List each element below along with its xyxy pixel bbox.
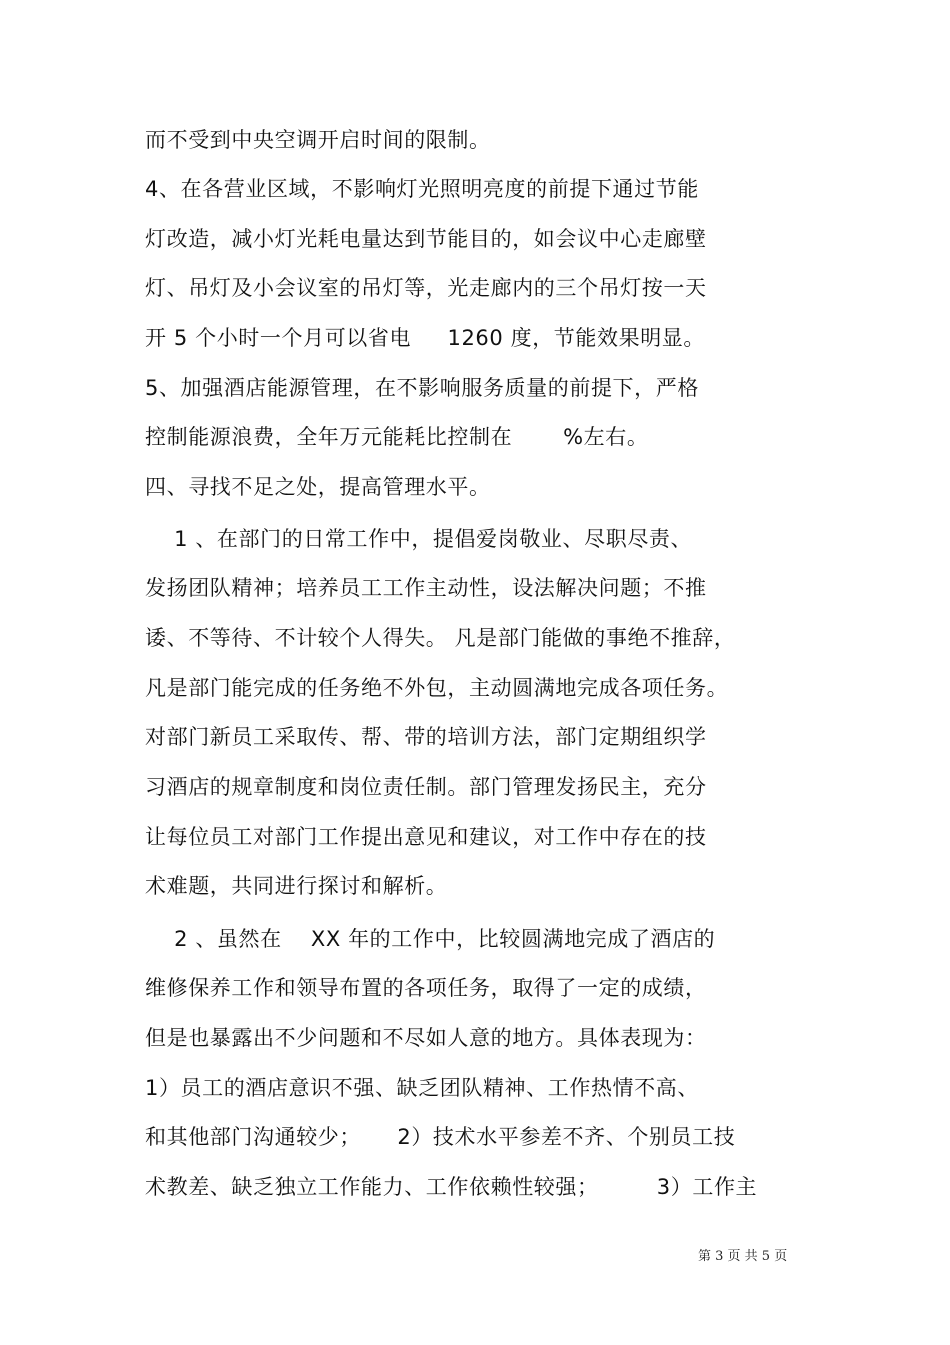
body-line: 让每位员工对部门工作提出意见和建议，对工作中存在的技	[145, 825, 707, 849]
body-line: 维修保养工作和领导布置的各项任务，取得了一定的成绩，	[145, 976, 707, 1000]
body-line: 灯改造，减小灯光耗电量达到节能目的，如会议中心走廊壁	[145, 227, 707, 251]
body-line: 凡是部门能完成的任务绝不外包，主动圆满地完成各项任务。	[145, 676, 729, 700]
body-line: 5、加强酒店能源管理，在不影响服务质量的前提下，严格	[145, 376, 699, 400]
body-line: 和其他部门沟通较少； 2）技术水平参差不齐、个别员工技	[145, 1125, 736, 1149]
page-number: 第 3 页 共 5 页	[698, 1249, 788, 1264]
section-heading: 四、寻找不足之处，提高管理水平。	[145, 475, 491, 499]
body-line: 对部门新员工采取传、帮、带的培训方法，部门定期组织学	[145, 725, 707, 749]
body-line: 灯、吊灯及小会议室的吊灯等，光走廊内的三个吊灯按一天	[145, 276, 707, 300]
body-line: 习酒店的规章制度和岗位责任制。部门管理发扬民主，充分	[145, 775, 707, 799]
body-line: 1 、在部门的日常工作中，提倡爱岗敬业、尽职尽责、	[145, 527, 693, 551]
body-line: 开 5 个小时一个月可以省电 1260 度，节能效果明显。	[145, 326, 706, 350]
body-line: 1）员工的酒店意识不强、缺乏团队精神、工作热情不高、	[145, 1076, 699, 1100]
body-line: 2 、虽然在 XX 年的工作中，比较圆满地完成了酒店的	[145, 927, 716, 951]
body-line: 控制能源浪费，全年万元能耗比控制在 %左右。	[145, 425, 649, 449]
body-line: 发扬团队精神；培养员工工作主动性，设法解决问题；不推	[145, 576, 707, 600]
body-line: 术教差、缺乏独立工作能力、工作依赖性较强； 3）工作主	[145, 1175, 758, 1199]
body-line: 但是也暴露出不少问题和不尽如人意的地方。具体表现为：	[145, 1026, 707, 1050]
body-line: 诿、不等待、不计较个人得失。 凡是部门能做的事绝不推辞，	[145, 626, 736, 650]
body-line: 而不受到中央空调开启时间的限制。	[145, 128, 491, 152]
body-line: 术难题，共同进行探讨和解析。	[145, 874, 448, 898]
body-line: 4、在各营业区域，不影响灯光照明亮度的前提下通过节能	[145, 177, 699, 201]
